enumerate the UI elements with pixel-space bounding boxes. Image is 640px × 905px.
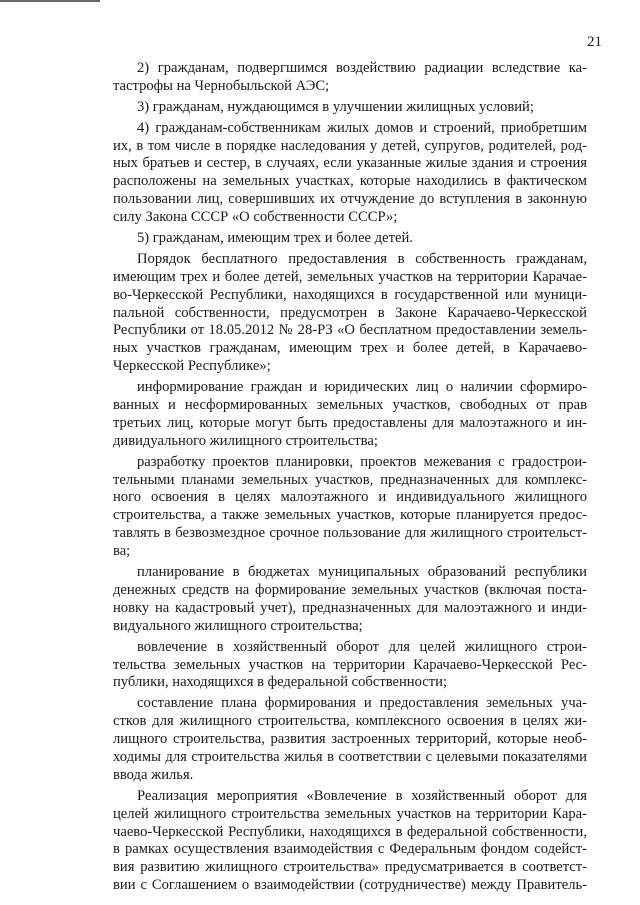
- text-line: новку на кадастровый учет), предназначенных для малоэтажного и инди-: [113, 599, 587, 616]
- paragraph: [113, 120, 587, 227]
- text-line: во-Черкесской Республики, находящихся в государственной или муници-: [113, 286, 587, 303]
- text-line: ных участков гражданам, имеющим трех и более детей, в Карачаево-: [113, 340, 587, 357]
- text-line: лищного строительства, развития застроенных территорий, которые необ-: [113, 731, 587, 748]
- text-line: вии с Соглашением о взаимодействии (сотрудничестве) между Правитель-: [113, 877, 587, 894]
- text-line: 3) гражданам, нуждающимся в улучшении жилищных условий;: [137, 98, 534, 115]
- text-line: расположены на земельных участках, которые находились в фактическом: [113, 173, 587, 190]
- text-line: публики, находящихся в федеральной собственности;: [113, 674, 447, 691]
- text-line: их, в том числе в порядке наследования у детей, супругов, родителей, род-: [113, 137, 587, 154]
- text-line: чаево-Черкесской Республики, находящихся в федеральной собственности,: [113, 823, 587, 840]
- paragraph: [113, 695, 587, 784]
- text-line: тастрофы на Чернобыльской АЭС;: [113, 77, 330, 94]
- text-line: пальной собственности, предусмотрен в Законе Карачаево-Черкесской: [113, 304, 587, 321]
- paragraph: [113, 251, 587, 376]
- text-line: Республики от 18.05.2012 № 28-РЗ «О бесплатном предоставлении земель-: [113, 322, 587, 339]
- text-line: ного освоения в целях малоэтажного и индивидуального жилищного: [113, 489, 587, 506]
- text-line: вовлечение в хозяйственный оборот для целей жилищного строи-: [137, 638, 587, 655]
- text-line: стков для жилищного строительства, комплексного освоения в целях жи-: [113, 713, 587, 730]
- text-line: тельными планами земельных участков, предназначенных для комплекс-: [113, 471, 587, 488]
- text-line: в рамках осуществления взаимодействия с Федеральным фондом содейст-: [113, 841, 587, 858]
- text-line: 4) гражданам-собственникам жилых домов и строений, приобретшим: [137, 119, 587, 136]
- text-line: ванных и несформированных земельных участков, свободных от прав: [113, 397, 587, 414]
- page-number: 21: [587, 34, 602, 50]
- paragraph: [113, 230, 587, 248]
- text-line: имеющим трех и более детей, земельных участков на территории Карачае-: [113, 268, 587, 285]
- paragraph: [113, 99, 587, 117]
- text-line: Реализация мероприятия «Вовлечение в хозяйственный оборот для: [137, 787, 587, 804]
- text-line: целей жилищного строительства земельных участков на территории Кара-: [113, 805, 587, 822]
- text-line: ва;: [113, 543, 131, 560]
- paragraph: [113, 60, 587, 96]
- text-line: ввода жилья.: [113, 766, 194, 783]
- paragraph: [113, 379, 587, 451]
- text-line: разработку проектов планировки, проектов межевания с градострои-: [137, 453, 587, 470]
- text-line: составление плана формирования и предоставления земельных уча-: [137, 695, 587, 712]
- text-line: 5) гражданам, имеющим трех и более детей.: [137, 230, 413, 247]
- document-body: [113, 60, 587, 895]
- paragraph: [113, 454, 587, 561]
- text-line: вия развитию жилищного строительства» предусматривается в соответст-: [113, 859, 587, 876]
- text-line: строительства, а также земельных участков, которые планируется предос-: [113, 507, 587, 524]
- text-line: тельства земельных участков на территории Карачаево-Черкесской Рес-: [113, 656, 587, 673]
- text-line: ных братьев и сестер, в случаях, если указанные жилые здания и строения: [113, 155, 587, 172]
- text-line: Черкесской Республике»;: [113, 358, 271, 375]
- text-line: планирование в бюджетах муниципальных образований республики: [137, 564, 587, 581]
- text-line: ходимы для строительства жилья в соответствии с целевыми показателями: [113, 748, 587, 765]
- paragraph: [113, 564, 587, 636]
- text-line: видуального жилищного строительства;: [113, 617, 363, 634]
- text-line: пользовании лиц, совершивших их отчуждение до вступления в законную: [113, 191, 587, 208]
- text-line: информирование граждан и юридических лиц о наличии сформиро-: [137, 379, 587, 396]
- paragraph: [113, 639, 587, 693]
- text-line: 2) гражданам, подвергшимся воздействию радиации вследствие ка-: [137, 60, 587, 76]
- text-line: силу Закона СССР «О собственности СССР»;: [113, 209, 398, 226]
- text-line: Порядок бесплатного предоставления в собственность гражданам,: [137, 250, 587, 267]
- paragraph: [113, 788, 587, 895]
- text-line: денежных средств на формирование земельных участков (включая поста-: [113, 581, 587, 598]
- text-line: третьих лиц, которые могут быть предоставлены для малоэтажного и ин-: [113, 414, 587, 431]
- text-line: дивидуального жилищного строительства;: [113, 432, 378, 449]
- text-line: тавлять в безвозмездное срочное пользование для жилищного строительст-: [113, 525, 587, 542]
- top-edge-rule: [0, 0, 100, 2]
